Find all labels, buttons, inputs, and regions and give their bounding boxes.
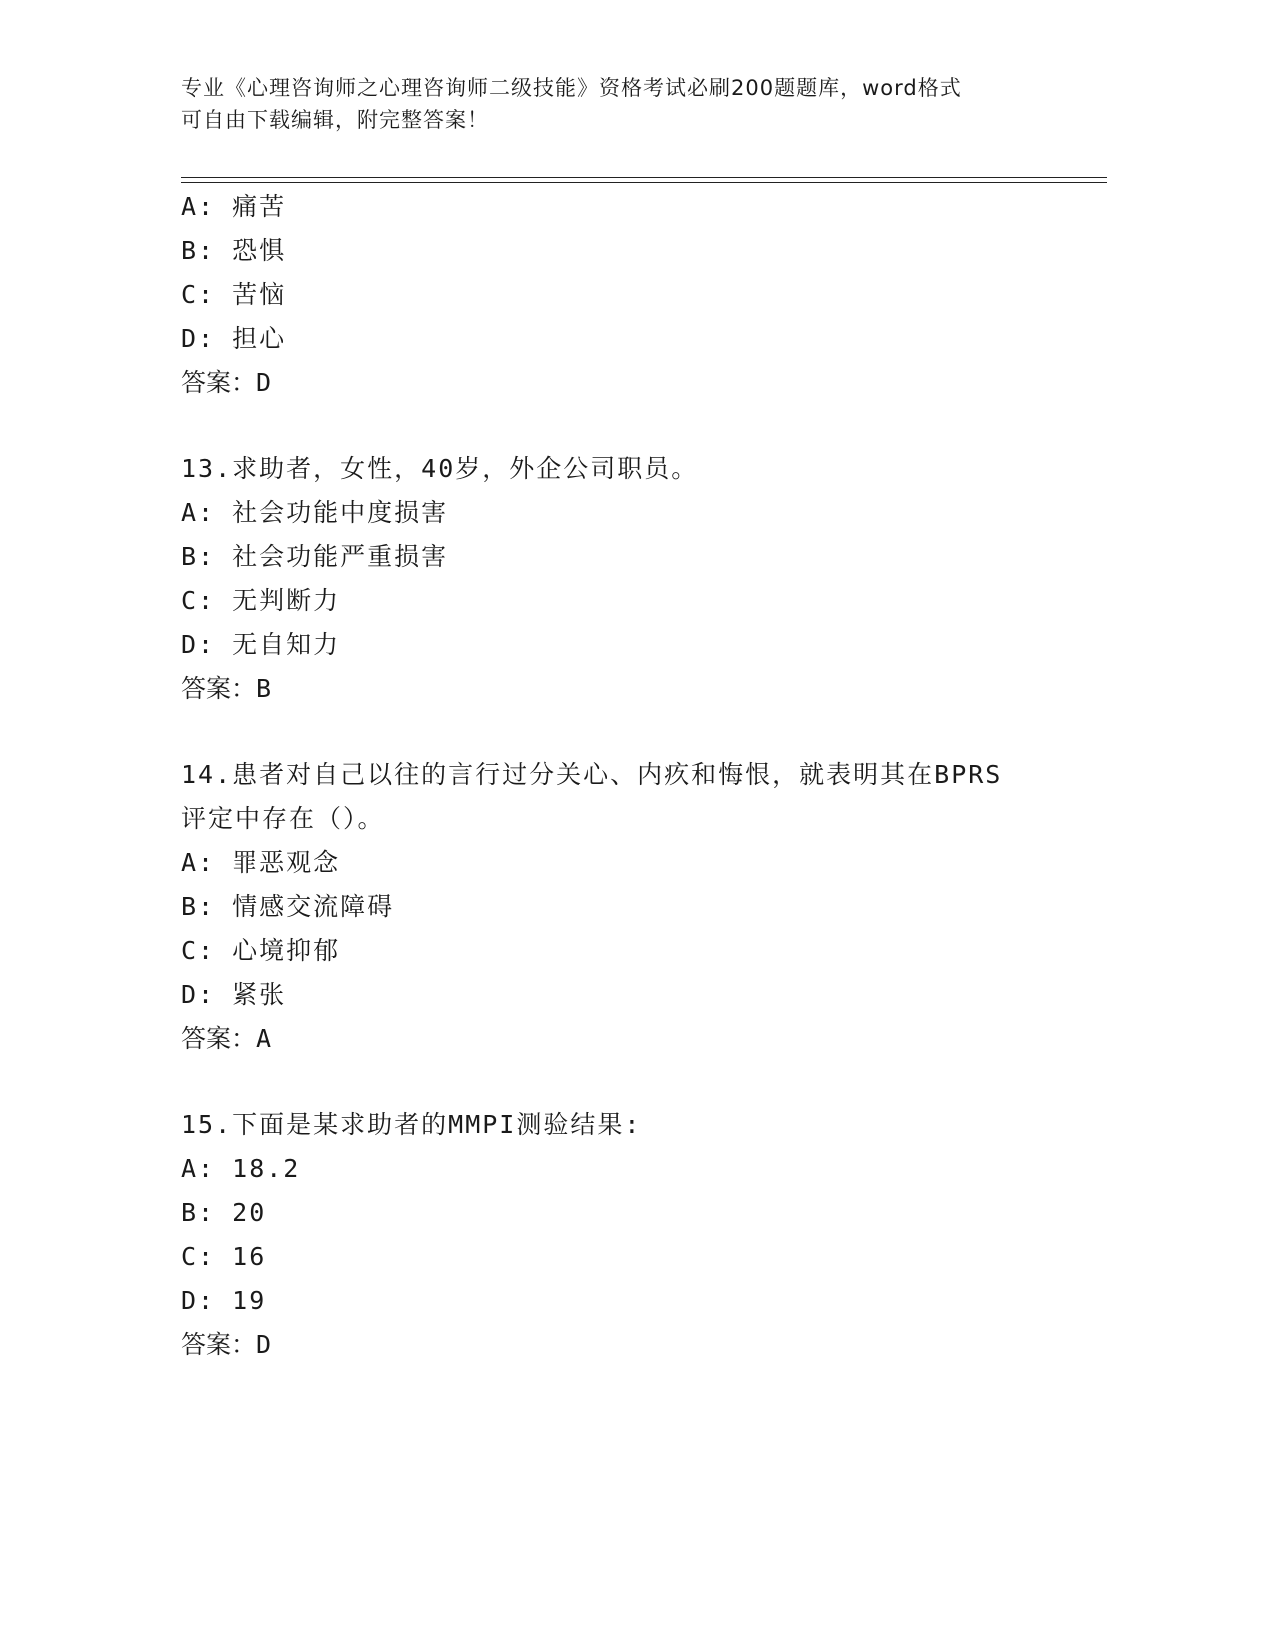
answer-label: 答案： xyxy=(181,1024,257,1053)
option-c: C: 无判断力 xyxy=(181,586,341,615)
answer-line xyxy=(181,361,1101,405)
answer-value: A xyxy=(256,1024,272,1053)
answer-value: D xyxy=(256,368,272,397)
question-text-continued: 评定中存在（）。 xyxy=(181,804,385,833)
answer-label: 答案： xyxy=(181,1330,257,1359)
header-divider-top xyxy=(181,177,1107,178)
option-a: A: 痛苦 xyxy=(181,192,287,221)
answer-line xyxy=(181,1323,1101,1367)
header-divider-bottom xyxy=(181,182,1107,183)
spacer xyxy=(181,1061,1101,1103)
question-list xyxy=(181,185,1101,1367)
answer-label: 答案： xyxy=(181,674,257,703)
option-b: B: 20 xyxy=(181,1198,267,1227)
answer-label: 答案： xyxy=(181,368,257,397)
header-line-2: 可自由下载编辑，附完整答案！ xyxy=(181,108,489,132)
header-line-1: 专业《心理咨询师之心理咨询师二级技能》资格考试必刷200题题库，word格式 xyxy=(181,76,962,100)
question-text: 14.患者对自己以往的言行过分关心、内疚和悔恨，就表明其在BPRS xyxy=(181,760,1003,789)
option-a: A: 罪恶观念 xyxy=(181,848,341,877)
option-d: D: 无自知力 xyxy=(181,630,341,659)
option-d: D: 担心 xyxy=(181,324,287,353)
question-block xyxy=(181,753,1101,1061)
option-a: A: 社会功能中度损害 xyxy=(181,498,449,527)
spacer xyxy=(181,405,1101,447)
question-text: 13.求助者，女性，40岁，外企公司职员。 xyxy=(181,454,699,483)
option-d: D: 紧张 xyxy=(181,980,287,1009)
answer-line xyxy=(181,667,1101,711)
option-c: C: 心境抑郁 xyxy=(181,936,341,965)
option-a: A: 18.2 xyxy=(181,1154,301,1183)
option-c: C: 苦恼 xyxy=(181,280,287,309)
question-block xyxy=(181,447,1101,711)
question-block xyxy=(181,1103,1101,1367)
document-header xyxy=(181,72,1081,136)
question-block xyxy=(181,185,1101,405)
option-d: D: 19 xyxy=(181,1286,267,1315)
question-text: 15.下面是某求助者的MMPI测验结果: xyxy=(181,1110,642,1139)
answer-value: B xyxy=(256,674,272,703)
option-b: B: 恐惧 xyxy=(181,236,287,265)
spacer xyxy=(181,711,1101,753)
option-b: B: 情感交流障碍 xyxy=(181,892,395,921)
option-b: B: 社会功能严重损害 xyxy=(181,542,449,571)
answer-value: D xyxy=(256,1330,272,1359)
answer-line xyxy=(181,1017,1101,1061)
option-c: C: 16 xyxy=(181,1242,267,1271)
